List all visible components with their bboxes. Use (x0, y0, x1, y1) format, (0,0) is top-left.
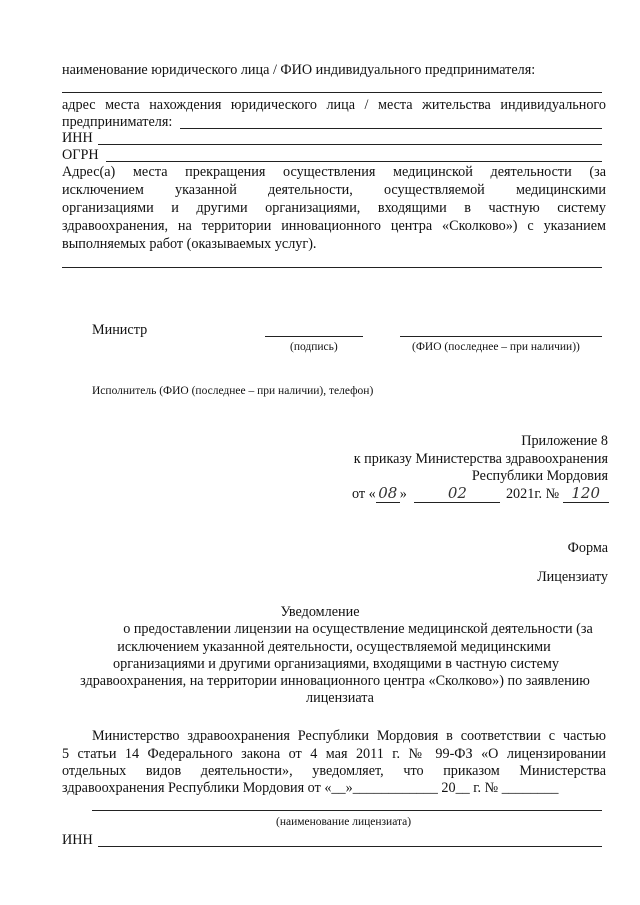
date-quote-close: » (399, 486, 407, 502)
appendix-republic: Республики Мордовия (471, 468, 608, 484)
legal-entity-name-line (62, 92, 602, 93)
body-line1: Министерство здравоохранения Республики Мордовия в соответствии с частью (92, 728, 606, 744)
body-inn-label: ИНН (62, 832, 93, 848)
address-label-line1: адрес места нахождения юридического лица / места жительства индивидуального (62, 97, 606, 113)
body-inn-line (98, 846, 602, 847)
body-line3: отдельных видов деятельности», уведомляет, что приказом Министерства (62, 763, 606, 779)
body-line4: здравоохранения Республики Мордовия от «__»____________ 20__ г. № ________ (62, 780, 559, 796)
addresses-para-line1: Адрес(а) места прекращения осуществления медицинской деятельности (за (62, 164, 606, 180)
addresses-para-line5: выполняемых работ (оказываемых услуг). (62, 236, 317, 252)
ogrn-line (106, 161, 602, 162)
licensee-name-caption: (наименование лицензиата) (276, 816, 412, 828)
ogrn-label: ОГРН (62, 147, 99, 163)
works-line (62, 267, 602, 268)
notice-line2: исключением указанной деятельности, осуществляемой медицинскими (117, 639, 551, 655)
minister-label: Министр (92, 322, 148, 338)
licensee-name-line (92, 810, 602, 811)
address-line (180, 128, 602, 129)
inn-label: ИНН (62, 130, 93, 146)
addresses-para-line3: организациями и другими организациями, входящими в частную систему (62, 200, 606, 216)
body-line2: 5 статьи 14 Федерального закона от 4 мая 2011 г. № 99-ФЗ «О лицензировании (62, 746, 606, 762)
date-prefix: от « (352, 486, 376, 502)
signature-line (265, 336, 363, 337)
inn-line (98, 144, 602, 145)
appendix-date-line (352, 485, 609, 503)
form-label: Форма (567, 540, 608, 556)
addresses-para-line4: здравоохранения, на территории инновационного центра «Сколково») с указанием (62, 218, 606, 234)
legal-entity-name-label: наименование юридического лица / ФИО индивидуального предпринимателя: (62, 62, 536, 78)
appendix-number: Приложение 8 (521, 433, 608, 449)
addresses-para-line2: исключением указанной деятельности, осуществляемой медицинскими (62, 182, 606, 198)
licensee-label: Лицензиату (537, 569, 608, 585)
signature-caption: (подпись) (290, 341, 338, 353)
appendix-order-ref: к приказу Министерства здравоохранения (353, 451, 608, 467)
notice-title: Уведомление (280, 604, 360, 620)
handwritten-number: 120 (563, 485, 609, 503)
fio-caption: (ФИО (последнее – при наличии)) (412, 341, 580, 353)
handwritten-day: 08 (376, 485, 400, 503)
notice-line1: о предоставлении лицензии на осуществление медицинской деятельности (за (123, 621, 593, 637)
notice-line4: здравоохранения, на территории инновационного центра «Сколково») по заявлению (80, 673, 590, 689)
notice-line3: организациями и другими организациями, входящими в частную систему (113, 656, 559, 672)
date-year-label: 2021г. № (505, 486, 560, 502)
address-label-line2: предпринимателя: (62, 114, 173, 130)
notice-line5: лицензиата (306, 690, 374, 706)
fio-line (400, 336, 602, 337)
executor-label: Исполнитель (ФИО (последнее – при наличии), телефон) (92, 385, 374, 397)
handwritten-month: 02 (414, 485, 500, 503)
